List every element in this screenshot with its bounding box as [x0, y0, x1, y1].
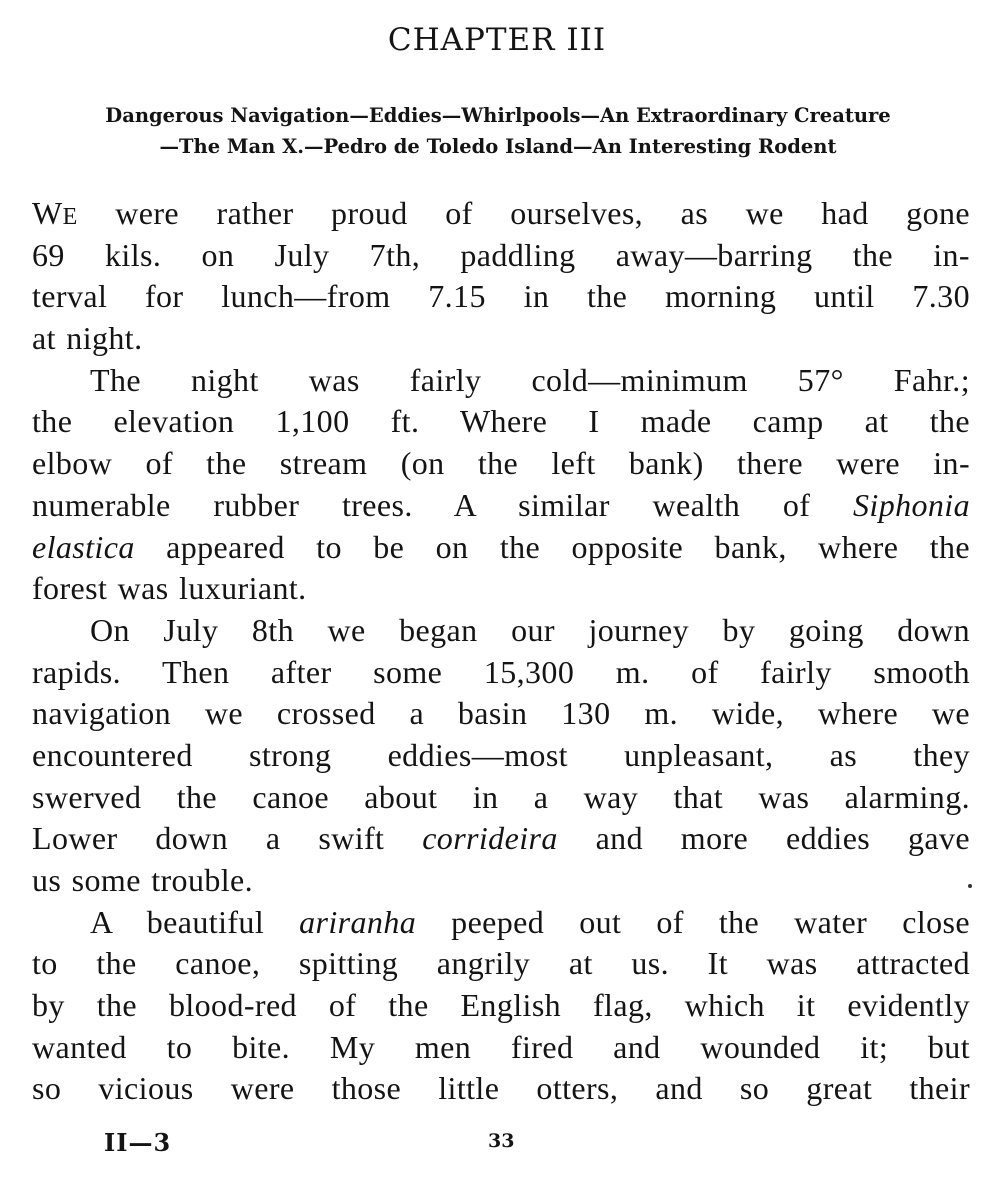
chapter-title: CHAPTER III: [387, 22, 607, 58]
text-run: A beautiful: [90, 903, 300, 940]
page-number: 33: [488, 1130, 515, 1152]
text-line: 69 kils. on July 7th, paddling away—barring the in-: [32, 236, 970, 273]
text-line: [32, 902, 970, 944]
italic-term: corrideira: [422, 820, 558, 857]
small-caps-letter: E: [62, 204, 78, 230]
text-line: navigation we crossed a basin 130 m. wide, where we: [32, 695, 970, 732]
signature-mark: II—3: [104, 1128, 172, 1157]
synopsis-line-1: Dangerous Navigation—Eddies—Whirlpools—An Extraordinary Creature: [105, 104, 891, 127]
text-line: [32, 193, 970, 235]
text-run: and more eddies gave: [557, 820, 970, 857]
body-text: [32, 193, 970, 1110]
text-line: us some trouble.: [32, 862, 254, 898]
italic-term: elastica: [32, 528, 135, 565]
text-line: elbow of the stream (on the left bank) there were in-: [32, 445, 970, 482]
chapter-synopsis: [30, 100, 966, 162]
drop-initial: W: [32, 195, 63, 231]
text-run: appeared to be on the opposite bank, where the: [134, 528, 970, 565]
text-line: [32, 818, 970, 860]
text-line: by the blood-red of the English flag, which it evidently: [32, 987, 970, 1024]
text-line: [32, 527, 970, 569]
text-line: to the canoe, spitting angrily at us. It was attracted: [32, 945, 970, 982]
text-line: the elevation 1,100 ft. Where I made camp at the: [32, 403, 970, 440]
text-run: Lower down a swift: [32, 820, 423, 857]
text-line: The night was fairly cold—minimum 57° Fahr.;: [90, 361, 970, 398]
text-line: swerved the canoe about in a way that was alarming.: [32, 778, 970, 815]
text-line: On July 8th we began our journey by going down: [90, 611, 970, 648]
synopsis-line-2: —The Man X.—Pedro de Toledo Island—An Interesting Rodent: [159, 135, 837, 158]
italic-term: ariranha: [299, 903, 417, 940]
text-line: terval for lunch—from 7.15 in the morning until 7.30: [32, 278, 970, 315]
text-line: wanted to bite. My men fired and wounded it; but: [32, 1028, 970, 1065]
text-run: peeped out of the water close: [416, 903, 970, 940]
text-line: rapids. Then after some 15,300 m. of fairly smooth: [32, 653, 970, 690]
text-run: numerable rubber trees. A similar wealth of: [32, 486, 854, 523]
print-speck: [968, 884, 972, 888]
text-line: encountered strong eddies—most unpleasant, as they: [32, 736, 970, 773]
text-line: forest was luxuriant.: [32, 570, 307, 607]
text-run: were rather proud of ourselves, as we had gone: [77, 195, 970, 231]
text-line: so vicious were those little otters, and so great their: [32, 1070, 970, 1107]
text-line: at night.: [32, 320, 143, 357]
text-line: [32, 485, 970, 527]
italic-term: Siphonia: [853, 486, 970, 523]
